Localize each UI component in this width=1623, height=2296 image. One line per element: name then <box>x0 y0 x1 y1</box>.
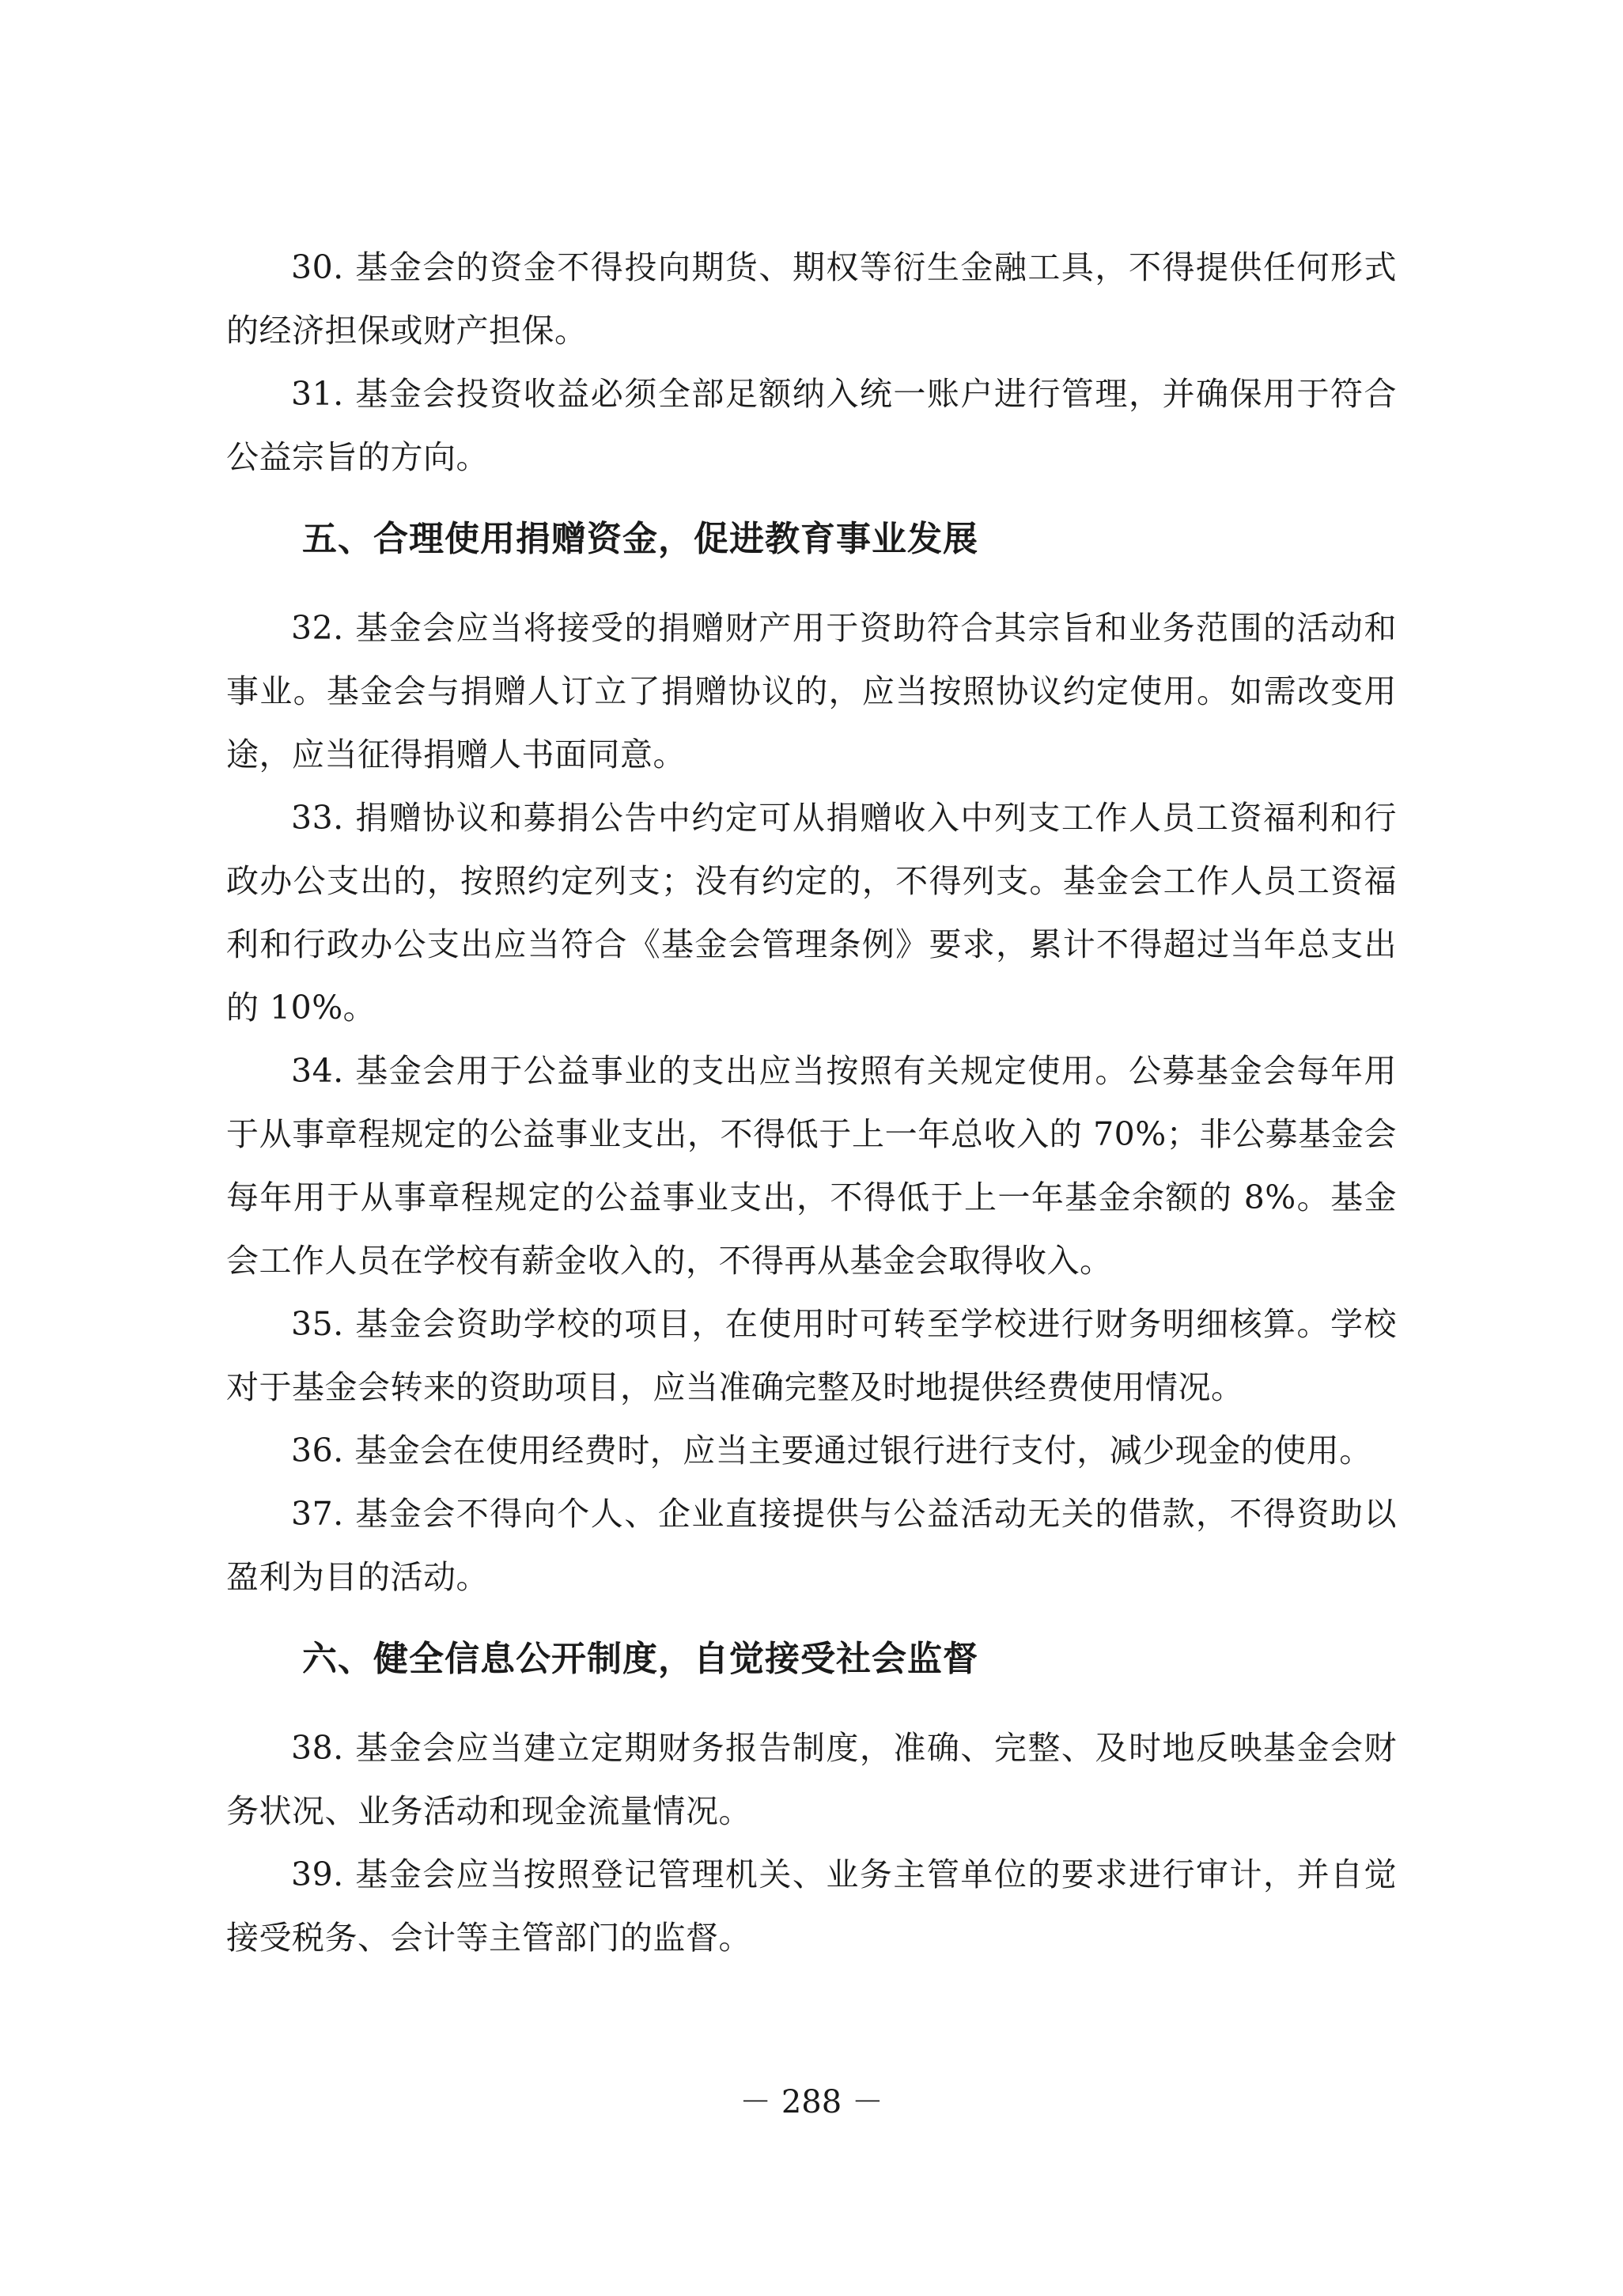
paragraph-37: 37. 基金会不得向个人、企业直接提供与公益活动无关的借款，不得资助以盈利为目的活动。 <box>226 1495 1397 1596</box>
paragraph-35: 35. 基金会资助学校的项目，在使用时可转至学校进行财务明细核算。学校对于基金会转来的资助项目，应当准确完整及时地提供经费使用情况。 <box>226 1305 1397 1406</box>
paragraph-38: 38. 基金会应当建立定期财务报告制度，准确、完整、及时地反映基金会财务状况、业务活动和现金流量情况。 <box>226 1729 1397 1830</box>
paragraph-33: 33. 捐赠协议和募捐公告中约定可从捐赠收入中列支工作人员工资福利和行政办公支出的，按照约定列支；没有约定的，不得列支。基金会工作人员工资福利和行政办公支出应当符合《基金会管理条例》要求，累计不得超过当年总支出的 10%。 <box>226 799 1397 1027</box>
paragraph-31: 31. 基金会投资收益必须全部足额纳入统一账户进行管理，并确保用于符合公益宗旨的方向。 <box>226 375 1397 476</box>
document-body <box>226 236 1397 1969</box>
paragraph-34: 34. 基金会用于公益事业的支出应当按照有关规定使用。公募基金会每年用于从事章程规定的公益事业支出，不得低于上一年总收入的 70%；非公募基金会每年用于从事章程规定的公益事业支出，不得低于上一年基金余额的 8%。基金会工作人员在学校有薪金收入的，不得再从基金会取得收入。 <box>226 1052 1397 1280</box>
page-number: － 288 － <box>740 2084 883 2120</box>
paragraph-32: 32. 基金会应当将接受的捐赠财产用于资助符合其宗旨和业务范围的活动和事业。基金会与捐赠人订立了捐赠协议的，应当按照协议约定使用。如需改变用途，应当征得捐赠人书面同意。 <box>226 609 1397 774</box>
paragraph-36: 36. 基金会在使用经费时，应当主要通过银行进行支付，减少现金的使用。 <box>291 1432 1372 1470</box>
section-heading-5: 五、合理使用捐赠资金，促进教育事业发展 <box>302 519 978 559</box>
paragraph-30: 30. 基金会的资金不得投向期货、期权等衍生金融工具，不得提供任何形式的经济担保或财产担保。 <box>226 248 1397 350</box>
paragraph-39: 39. 基金会应当按照登记管理机关、业务主管单位的要求进行审计，并自觉接受税务、会计等主管部门的监督。 <box>226 1855 1397 1957</box>
section-heading-6: 六、健全信息公开制度，自觉接受社会监督 <box>302 1639 978 1679</box>
